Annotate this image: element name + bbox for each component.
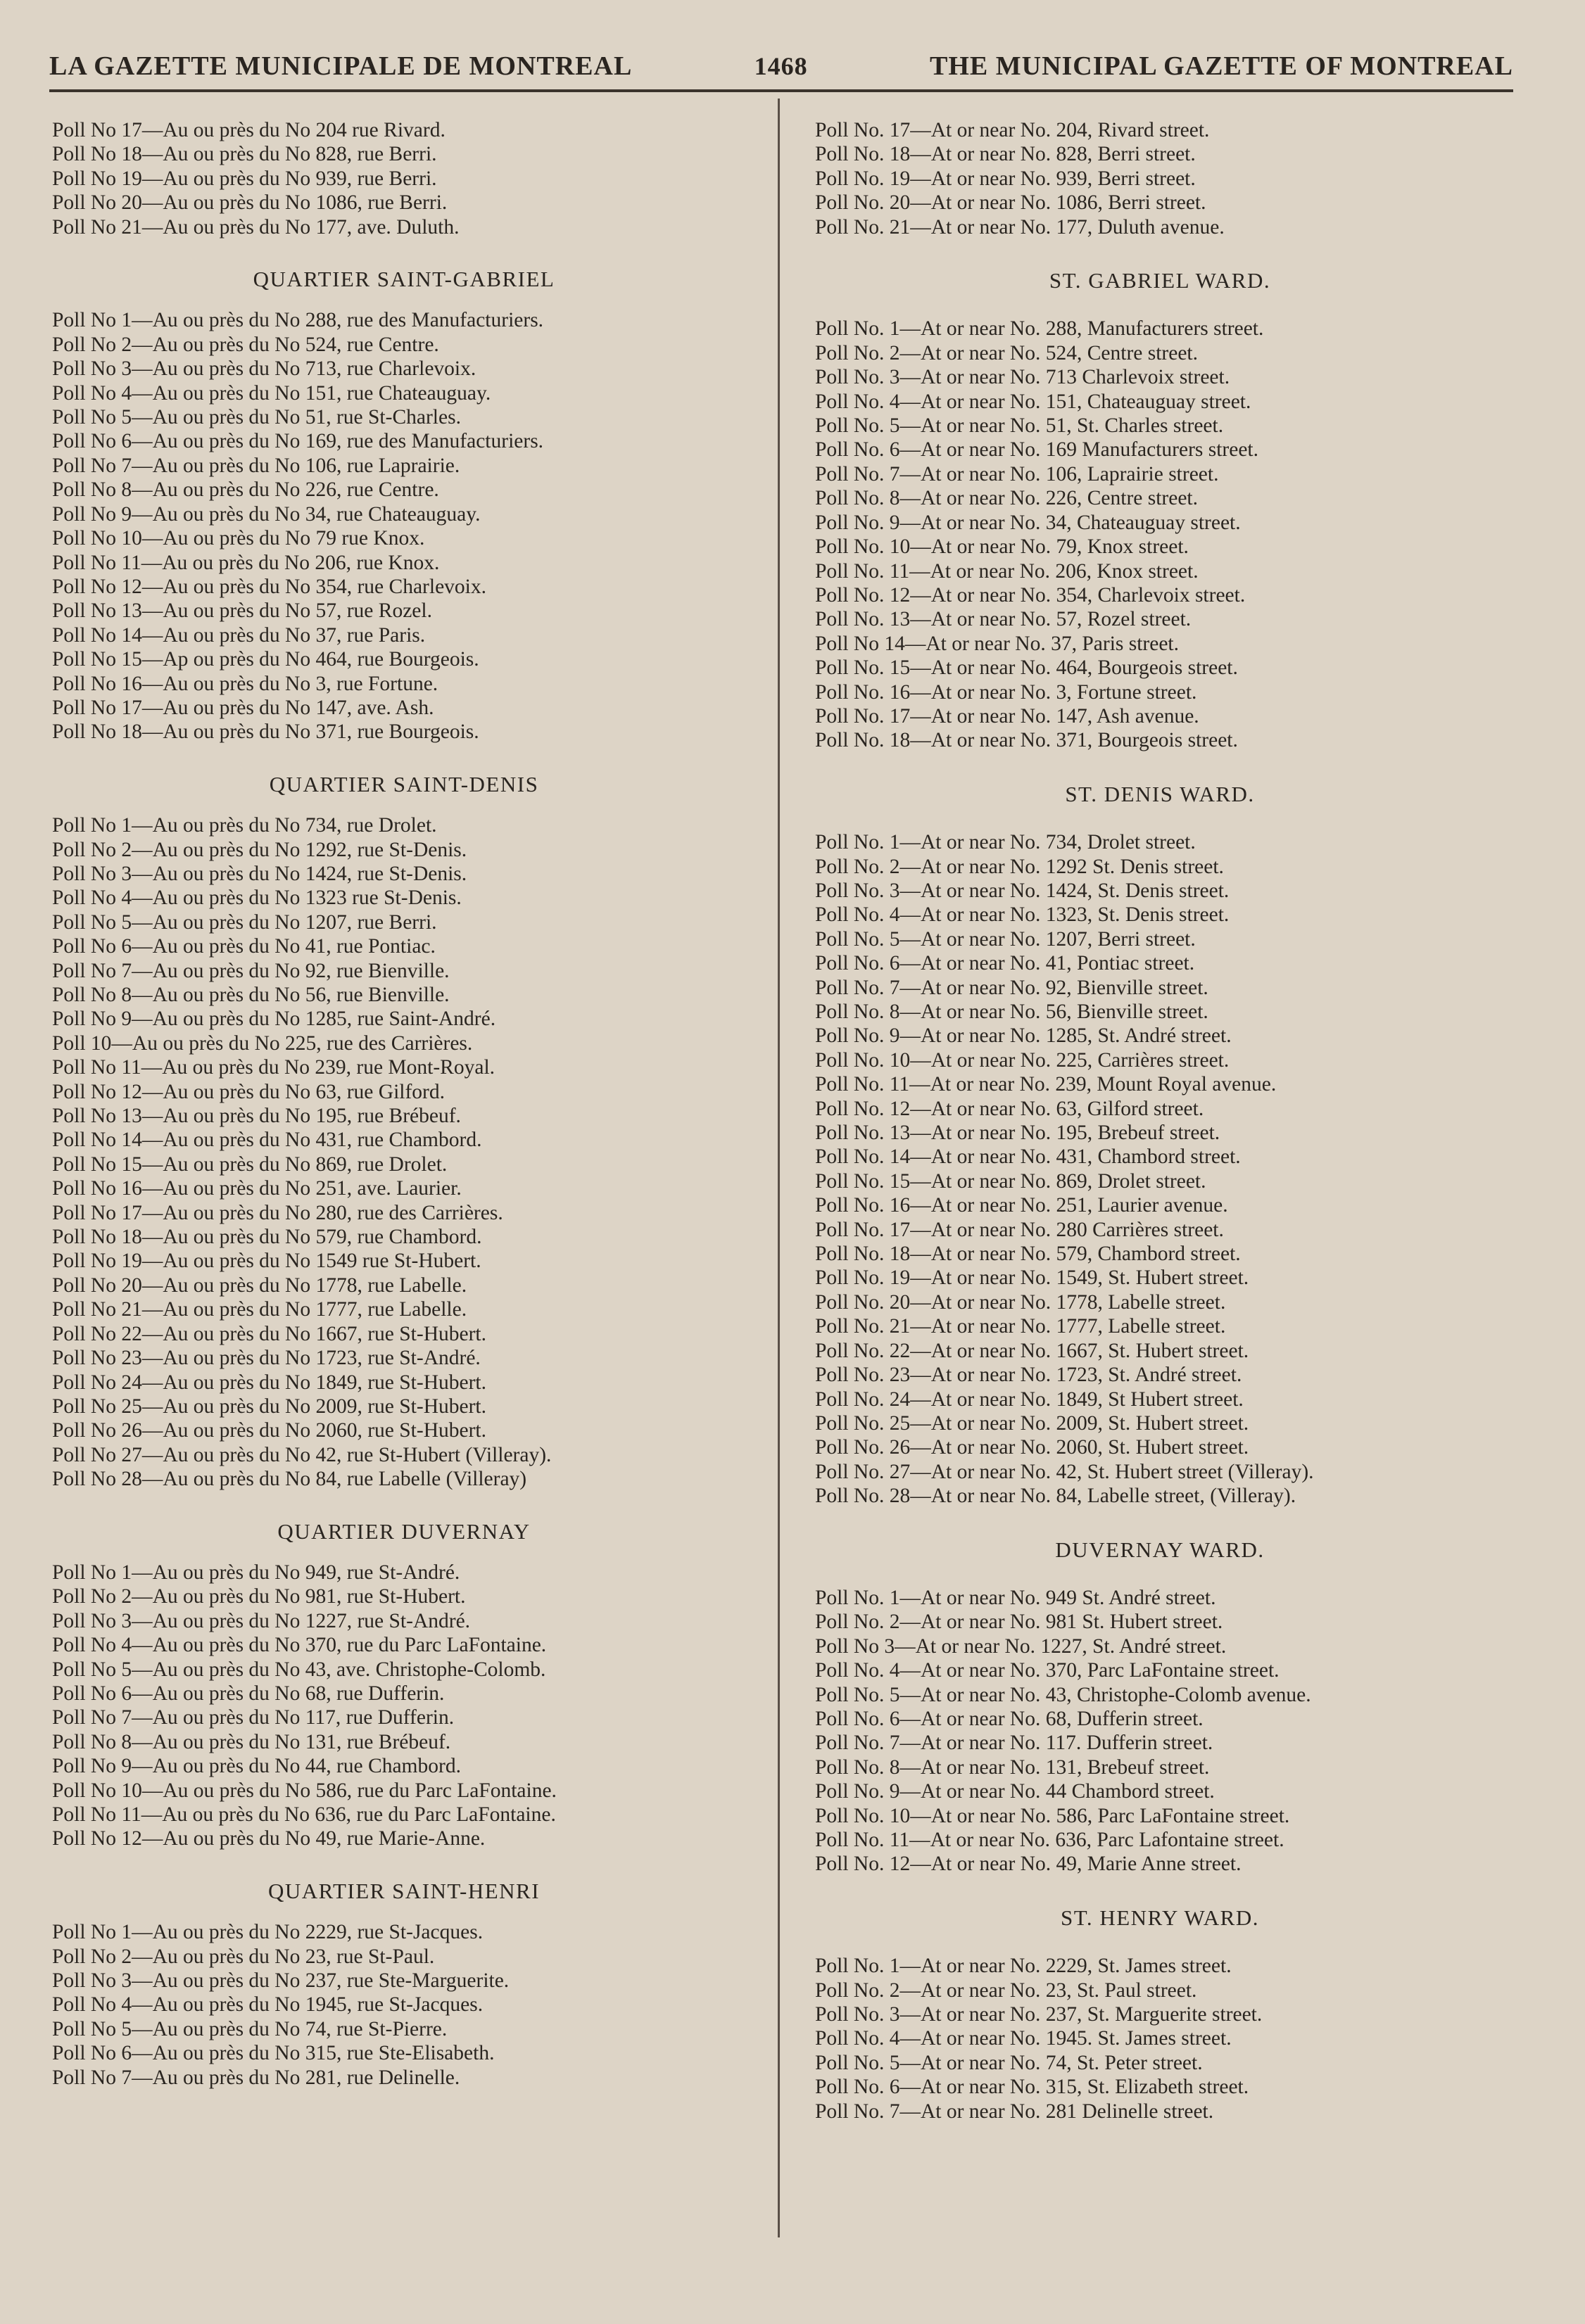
poll-entry: Poll No. 16—At or near No. 251, Laurier avenue. xyxy=(815,1194,1228,1217)
poll-entry: Poll No. 11—At or near No. 206, Knox street. xyxy=(815,559,1199,583)
poll-entry: Poll No 1—Au ou près du No 734, rue Drolet. xyxy=(52,814,437,837)
poll-entry: Poll No 16—Au ou près du No 3, rue Fortune. xyxy=(52,672,438,695)
poll-entry: Poll No 3—Au ou près du No 1227, rue St-André. xyxy=(52,1609,471,1632)
poll-entry: Poll No 5—Au ou près du No 74, rue St-Pierre. xyxy=(52,2017,448,2040)
poll-entry: Poll No 25—Au ou près du No 2009, rue St-Hubert. xyxy=(52,1395,486,1418)
poll-entry: Poll No 8—Au ou près du No 56, rue Bienville. xyxy=(52,984,450,1006)
poll-entry: Poll No 12—Au ou près du No 49, rue Marie-Anne. xyxy=(52,1827,486,1850)
ward-heading: DUVERNAY WARD. xyxy=(1055,1537,1265,1562)
ward-heading: QUARTIER SAINT-HENRI xyxy=(267,1878,541,1903)
poll-entry: Poll No 26—Au ou près du No 2060, rue St-Hubert. xyxy=(52,1419,486,1442)
poll-entry: Poll No. 16—At or near No. 3, Fortune street. xyxy=(815,680,1197,704)
poll-entry: Poll No. 18—At or near No. 579, Chambord street. xyxy=(815,1243,1241,1266)
poll-entry: Poll No. 4—At or near No. 151, Chateauguay street. xyxy=(815,390,1251,413)
poll-entry: Poll No. 5—At or near No. 74, St. Peter street. xyxy=(815,2051,1203,2074)
ward-heading: ST. HENRY WARD. xyxy=(1060,1905,1259,1930)
poll-entry: Poll No. 17—At or near No. 280 Carrières street. xyxy=(815,1218,1224,1241)
poll-entry: Poll No 1—Au ou près du No 949, rue St-André. xyxy=(52,1561,460,1584)
page-number: 1468 xyxy=(754,52,808,80)
intro-poll-list xyxy=(52,118,756,239)
poll-entry: Poll No 13—Au ou près du No 195, rue Brébeuf. xyxy=(52,1105,461,1128)
poll-entry: Poll No. 1—At or near No. 2229, St. James street. xyxy=(815,1955,1232,1978)
poll-entry: Poll No. 10—At or near No. 79, Knox street. xyxy=(815,535,1189,559)
poll-entry: Poll No 24—Au ou près du No 1849, rue St-Hubert. xyxy=(52,1371,486,1394)
poll-entry: Poll No. 19—At or near No. 1549, St. Hubert street. xyxy=(815,1266,1249,1290)
poll-entry: Poll No 28—Au ou près du No 84, rue Labelle (Villeray) xyxy=(52,1468,527,1491)
ward-section xyxy=(52,773,756,1492)
poll-entry: Poll No 15—Ap ou près du No 464, rue Bourgeois. xyxy=(52,648,479,671)
poll-entry: Poll No 20—Au ou près du No 1086, rue Berri. xyxy=(52,191,448,215)
poll-entry: Poll No. 12—At or near No. 49, Marie Anne street. xyxy=(815,1853,1242,1876)
ward-heading: QUARTIER SAINT-DENIS xyxy=(269,771,539,796)
poll-entry: Poll No. 20—At or near No. 1086, Berri street. xyxy=(815,191,1206,215)
poll-entry: Poll No 14—At or near No. 37, Paris street. xyxy=(815,632,1179,655)
poll-entry: Poll No 11—Au ou près du No 636, rue du Parc LaFontaine. xyxy=(52,1803,556,1826)
poll-entry: Poll No. 17—At or near No. 204, Rivard street. xyxy=(815,119,1210,141)
poll-entry: Poll No. 11—At or near No. 239, Mount Royal avenue. xyxy=(815,1073,1277,1096)
poll-entry: Poll No 4—Au ou près du No 1945, rue St-Jacques. xyxy=(52,1993,484,2017)
poll-entry: Poll No 12—Au ou près du No 354, rue Charlevoix. xyxy=(52,575,486,598)
poll-entry: Poll No 11—Au ou près du No 206, rue Knox. xyxy=(52,551,440,574)
poll-entry: Poll No. 11—At or near No. 636, Parc Lafontaine street. xyxy=(815,1829,1284,1851)
poll-entry: Poll No. 3—At or near No. 237, St. Marguerite street. xyxy=(815,2003,1263,2026)
poll-entry: Poll No. 13—At or near No. 57, Rozel street. xyxy=(815,608,1192,631)
poll-entry: Poll No 9—Au ou près du No 1285, rue Saint-André. xyxy=(52,1008,496,1031)
poll-entry: Poll No. 8—At or near No. 226, Centre street. xyxy=(815,487,1199,510)
poll-entry: Poll No 5—Au ou près du No 1207, rue Berri. xyxy=(52,910,437,934)
poll-entry: Poll No 13—Au ou près du No 57, rue Rozel. xyxy=(52,599,432,623)
header-title-english: THE MUNICIPAL GAZETTE OF MONTREAL xyxy=(930,51,1513,81)
english-column xyxy=(815,118,1505,2123)
poll-entry: Poll No. 2—At or near No. 23, St. Paul street. xyxy=(815,1979,1197,2002)
poll-entry: Poll No. 14—At or near No. 431, Chambord street. xyxy=(815,1145,1241,1169)
poll-entry: Poll No. 18—At or near No. 371, Bourgeois street. xyxy=(815,729,1238,752)
ward-section xyxy=(815,782,1505,1509)
poll-entry: Poll No 4—Au ou près du No 1323 rue St-Denis. xyxy=(52,887,462,910)
ward-heading: ST. DENIS WARD. xyxy=(1065,781,1255,806)
poll-entry: Poll No. 27—At or near No. 42, St. Hubert street (Villeray). xyxy=(815,1460,1314,1483)
poll-entry: Poll No 6—Au ou près du No 315, rue Ste-Elisabeth. xyxy=(52,2042,495,2065)
intro-poll-list xyxy=(815,118,1505,239)
poll-entry: Poll No. 6—At or near No. 169 Manufacturers street. xyxy=(815,438,1259,462)
poll-entry: Poll No. 7—At or near No. 117. Dufferin street. xyxy=(815,1732,1213,1755)
poll-entry: Poll No. 6—At or near No. 41, Pontiac street. xyxy=(815,952,1195,975)
poll-entry: Poll No 1—Au ou près du No 288, rue des Manufacturiers. xyxy=(52,309,544,332)
poll-entry: Poll No. 22—At or near No. 1667, St. Hubert street. xyxy=(815,1339,1249,1362)
poll-entry: Poll No. 19—At or near No. 939, Berri street. xyxy=(815,167,1196,190)
poll-entry: Poll No 3—Au ou près du No 1424, rue St-Denis. xyxy=(52,862,467,885)
ward-section xyxy=(815,269,1505,753)
poll-entry: Poll No 3—At or near No. 1227, St. André street. xyxy=(815,1634,1227,1658)
poll-entry: Poll No 7—Au ou près du No 92, rue Bienville. xyxy=(52,959,450,982)
poll-entry: Poll No. 13—At or near No. 195, Brebeuf street. xyxy=(815,1122,1220,1145)
poll-entry: Poll No 23—Au ou près du No 1723, rue St-André. xyxy=(52,1347,481,1370)
poll-entry: Poll No. 9—At or near No. 44 Chambord street. xyxy=(815,1780,1215,1803)
poll-entry: Poll No 3—Au ou près du No 237, rue Ste-Marguerite. xyxy=(52,1969,510,1993)
poll-entry: Poll No. 1—At or near No. 288, Manufacturers street. xyxy=(815,317,1264,341)
poll-entry: Poll No 17—Au ou près du No 147, ave. Ash. xyxy=(52,696,434,719)
poll-entry: Poll No 14—Au ou près du No 431, rue Chambord. xyxy=(52,1129,482,1152)
poll-entry: Poll No 2—Au ou près du No 23, rue St-Paul. xyxy=(52,1945,435,1968)
poll-entry: Poll No 10—Au ou près du No 79 rue Knox. xyxy=(52,527,425,550)
poll-entry: Poll No 21—Au ou près du No 1777, rue Labelle. xyxy=(52,1298,467,1321)
poll-entry: Poll No. 28—At or near No. 84, Labelle street, (Villeray). xyxy=(815,1485,1296,1508)
poll-entry: Poll No 7—Au ou près du No 106, rue Laprairie. xyxy=(52,454,460,477)
poll-entry: Poll No 20—Au ou près du No 1778, rue Labelle. xyxy=(52,1274,467,1297)
poll-entry: Poll No. 4—At or near No. 370, Parc LaFontaine street. xyxy=(815,1659,1280,1682)
poll-entry: Poll No. 1—At or near No. 949 St. André street. xyxy=(815,1586,1216,1609)
poll-entry: Poll No. 25—At or near No. 2009, St. Hubert street. xyxy=(815,1411,1249,1435)
poll-entry: Poll No 18—Au ou près du No 371, rue Bourgeois. xyxy=(52,720,479,744)
poll-entry: Poll No. 5—At or near No. 51, St. Charles street. xyxy=(815,414,1224,438)
poll-entry: Poll No 15—Au ou près du No 869, rue Drolet. xyxy=(52,1153,448,1176)
ward-heading: QUARTIER DUVERNAY xyxy=(277,1518,531,1544)
poll-entry: Poll No. 26—At or near No. 2060, St. Hubert street. xyxy=(815,1436,1249,1459)
poll-entry: Poll No. 7—At or near No. 92, Bienville street. xyxy=(815,976,1208,999)
poll-entry: Poll No 14—Au ou près du No 37, rue Paris. xyxy=(52,623,426,647)
poll-entry: Poll No. 2—At or near No. 524, Centre street. xyxy=(815,341,1199,364)
poll-entry: Poll No 18—Au ou près du No 828, rue Berri. xyxy=(52,143,437,166)
poll-entry: Poll No 2—Au ou près du No 981, rue St-Hubert. xyxy=(52,1585,466,1608)
poll-entry: Poll No 5—Au ou près du No 43, ave. Christophe-Colomb. xyxy=(52,1658,546,1681)
poll-entry: Poll No. 17—At or near No. 147, Ash avenue. xyxy=(815,704,1199,728)
poll-entry: Poll No. 3—At or near No. 1424, St. Denis street. xyxy=(815,879,1230,902)
poll-entry: Poll No. 18—At or near No. 828, Berri street. xyxy=(815,143,1196,166)
poll-entry: Poll No 9—Au ou près du No 34, rue Chateauguay. xyxy=(52,502,481,526)
poll-entry: Poll No 12—Au ou près du No 63, rue Gilford. xyxy=(52,1080,445,1103)
poll-entry: Poll No. 10—At or near No. 586, Parc LaFontaine street. xyxy=(815,1804,1290,1827)
poll-entry: Poll No 11—Au ou près du No 239, rue Mont-Royal. xyxy=(52,1056,495,1079)
ward-section xyxy=(815,1538,1505,1877)
poll-entry: Poll No 9—Au ou près du No 44, rue Chambord. xyxy=(52,1755,461,1778)
poll-entry: Poll No. 20—At or near No. 1778, Labelle street. xyxy=(815,1290,1226,1314)
poll-entry: Poll No. 7—At or near No. 281 Delinelle street. xyxy=(815,2100,1214,2123)
poll-entry: Poll No. 24—At or near No. 1849, St Hubert street. xyxy=(815,1388,1244,1411)
poll-entry: Poll No. 10—At or near No. 225, Carrières street. xyxy=(815,1048,1230,1072)
poll-entry: Poll No 21—Au ou près du No 177, ave. Duluth. xyxy=(52,215,460,239)
poll-entry: Poll No. 4—At or near No. 1945. St. James street. xyxy=(815,2027,1232,2050)
poll-entry: Poll No. 9—At or near No. 34, Chateauguay street. xyxy=(815,511,1241,534)
header-rule xyxy=(49,89,1513,92)
poll-entry: Poll No 6—Au ou près du No 68, rue Dufferin. xyxy=(52,1682,445,1705)
poll-entry: Poll No 5—Au ou près du No 51, rue St-Charles. xyxy=(52,406,461,429)
poll-entry: Poll No. 3—At or near No. 713 Charlevoix street. xyxy=(815,366,1230,389)
ward-section xyxy=(52,267,756,744)
poll-entry: Poll No. 21—At or near No. 177, Duluth avenue. xyxy=(815,215,1225,239)
poll-entry: Poll No. 15—At or near No. 869, Drolet street. xyxy=(815,1169,1206,1193)
poll-entry: Poll No. 8—At or near No. 131, Brebeuf street. xyxy=(815,1755,1210,1779)
poll-entry: Poll No. 4—At or near No. 1323, St. Denis street. xyxy=(815,903,1230,927)
ward-section xyxy=(815,1906,1505,2123)
poll-entry: Poll No 2—Au ou près du No 1292, rue St-Denis. xyxy=(52,838,467,861)
french-column xyxy=(52,118,756,2090)
poll-entry: Poll No. 5—At or near No. 1207, Berri street. xyxy=(815,927,1196,951)
poll-entry: Poll No 17—Au ou près du No 204 rue Rivard. xyxy=(52,119,446,141)
poll-entry: Poll No 16—Au ou près du No 251, ave. Laurier. xyxy=(52,1177,462,1200)
column-divider xyxy=(778,99,780,2237)
poll-entry: Poll No. 9—At or near No. 1285, St. André street. xyxy=(815,1024,1232,1048)
poll-entry: Poll No. 7—At or near No. 106, Laprairie street. xyxy=(815,462,1219,485)
poll-entry: Poll No. 8—At or near No. 56, Bienville street. xyxy=(815,1001,1208,1023)
ward-heading: QUARTIER SAINT-GABRIEL xyxy=(253,267,555,292)
poll-entry: Poll No. 2—At or near No. 981 St. Hubert street. xyxy=(815,1611,1223,1634)
poll-entry: Poll No. 12—At or near No. 63, Gilford street. xyxy=(815,1097,1204,1120)
poll-entry: Poll No 19—Au ou près du No 939, rue Berri. xyxy=(52,167,437,190)
poll-entry: Poll No 18—Au ou près du No 579, rue Chambord. xyxy=(52,1226,482,1249)
poll-entry: Poll No 7—Au ou près du No 117, rue Dufferin. xyxy=(52,1706,455,1729)
header-title-french: LA GAZETTE MUNICIPALE DE MONTREAL xyxy=(49,51,633,81)
poll-entry: Poll No. 21—At or near No. 1777, Labelle street. xyxy=(815,1315,1226,1338)
poll-entry: Poll No 6—Au ou près du No 169, rue des Manufacturiers. xyxy=(52,430,544,453)
poll-entry: Poll No. 2—At or near No. 1292 St. Denis street. xyxy=(815,855,1224,878)
poll-entry: Poll No. 15—At or near No. 464, Bourgeois street. xyxy=(815,656,1238,680)
poll-entry: Poll No. 6—At or near No. 315, St. Elizabeth street. xyxy=(815,2076,1249,2099)
poll-entry: Poll No 3—Au ou près du No 713, rue Charlevoix. xyxy=(52,357,476,381)
poll-entry: Poll No 27—Au ou près du No 42, rue St-Hubert (Villeray). xyxy=(52,1443,552,1466)
poll-entry: Poll No 8—Au ou près du No 226, rue Centre. xyxy=(52,478,439,502)
poll-entry: Poll No 1—Au ou près du No 2229, rue St-Jacques. xyxy=(52,1921,484,1944)
ward-heading: ST. GABRIEL WARD. xyxy=(1049,268,1271,293)
poll-entry: Poll No 22—Au ou près du No 1667, rue St-Hubert. xyxy=(52,1322,486,1345)
ward-section xyxy=(52,1520,756,1851)
poll-entry: Poll No. 6—At or near No. 68, Dufferin street. xyxy=(815,1707,1204,1730)
poll-entry: Poll No 4—Au ou près du No 151, rue Chateauguay. xyxy=(52,381,491,405)
poll-entry: Poll No 2—Au ou près du No 524, rue Centre. xyxy=(52,333,439,356)
poll-entry: Poll No 6—Au ou près du No 41, rue Pontiac. xyxy=(52,935,436,958)
poll-entry: Poll No. 1—At or near No. 734, Drolet street. xyxy=(815,831,1196,854)
poll-entry: Poll No. 12—At or near No. 354, Charlevoix street. xyxy=(815,583,1246,607)
poll-entry: Poll No 17—Au ou près du No 280, rue des Carrières. xyxy=(52,1201,503,1224)
poll-entry: Poll No. 23—At or near No. 1723, St. André street. xyxy=(815,1364,1242,1387)
poll-entry: Poll No 7—Au ou près du No 281, rue Delinelle. xyxy=(52,2066,460,2089)
poll-entry: Poll No 8—Au ou près du No 131, rue Brébeuf. xyxy=(52,1730,451,1753)
poll-entry: Poll No 4—Au ou près du No 370, rue du Parc LaFontaine. xyxy=(52,1634,547,1657)
poll-entry: Poll 10—Au ou près du No 225, rue des Carrières. xyxy=(52,1031,473,1055)
ward-section xyxy=(52,1879,756,2090)
poll-entry: Poll No 10—Au ou près du No 586, rue du Parc LaFontaine. xyxy=(52,1779,557,1802)
poll-entry: Poll No. 5—At or near No. 43, Christophe-Colomb avenue. xyxy=(815,1683,1311,1706)
poll-entry: Poll No 19—Au ou près du No 1549 rue St-Hubert. xyxy=(52,1250,481,1273)
page-header xyxy=(49,45,1513,87)
